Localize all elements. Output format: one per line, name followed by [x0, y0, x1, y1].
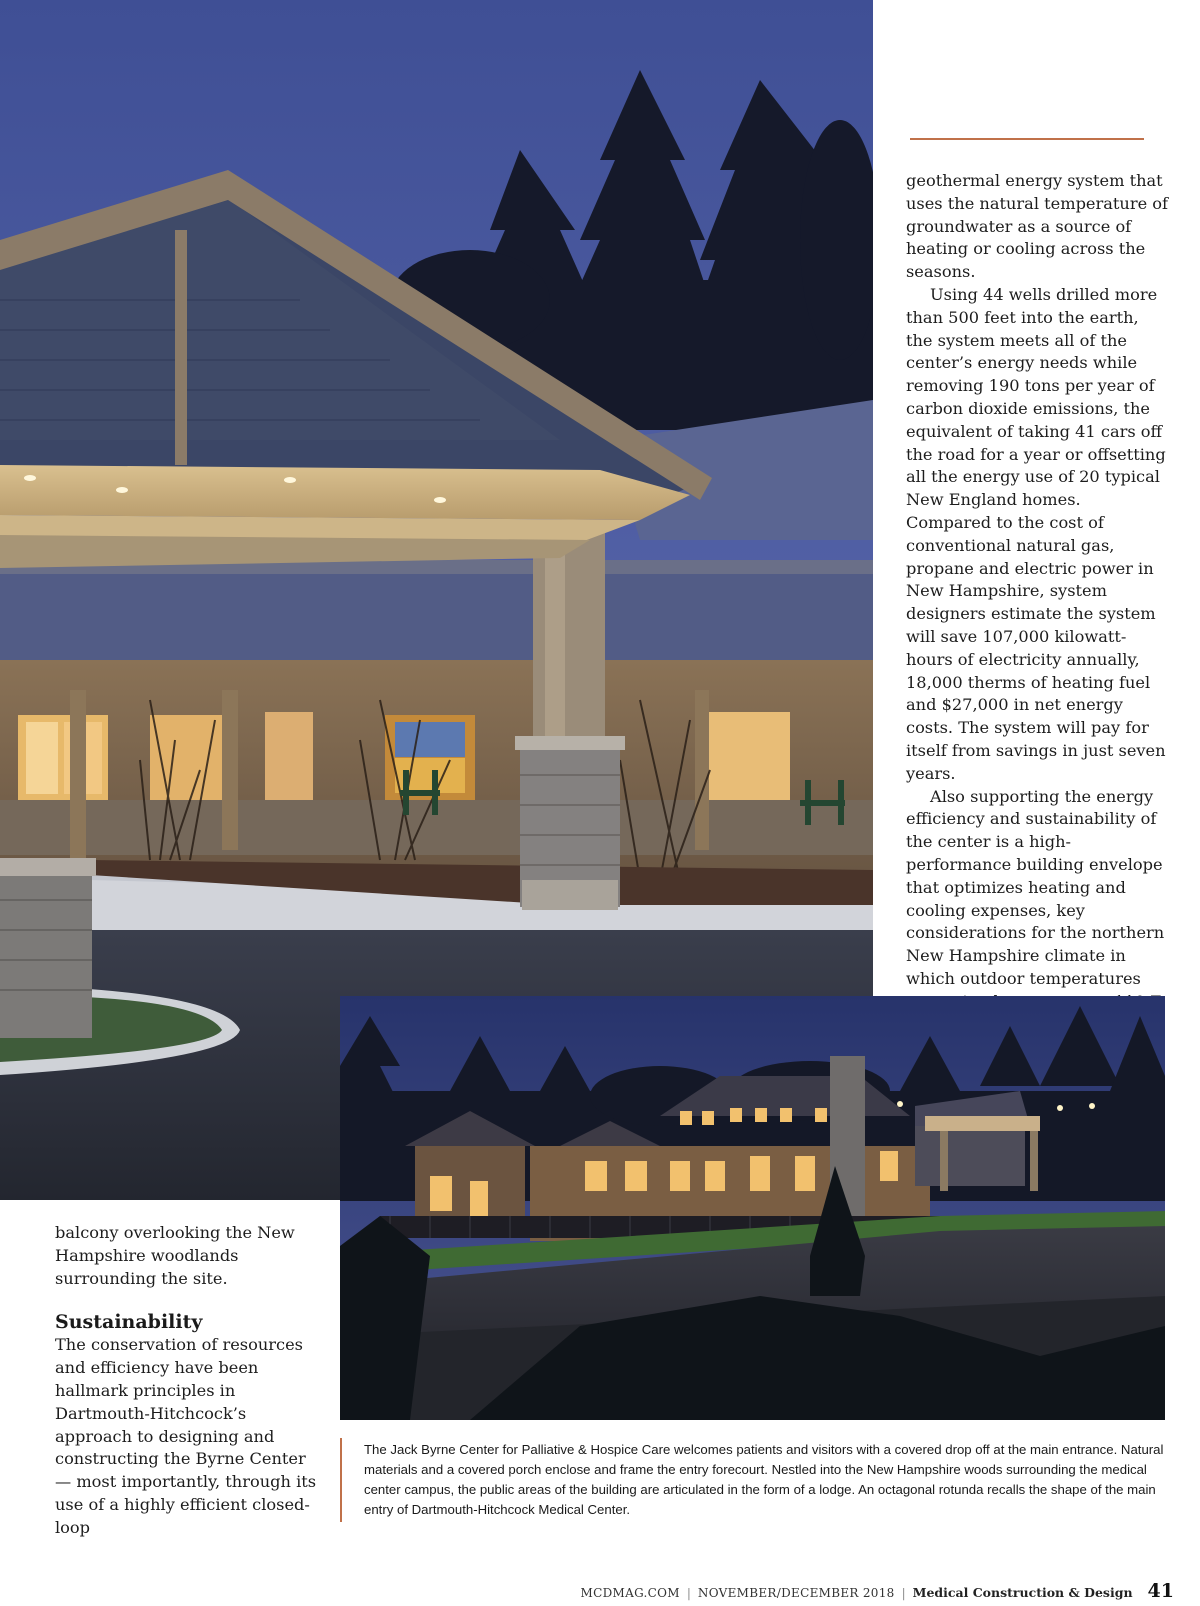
photo-caption: The Jack Byrne Center for Palliative & Hospice Care welcomes patients and visitors with a covered drop off at the main entrance. Natural materials and a covered porch enclose and frame the entry forecourt. Nestled into the New Hampshire woods surrounding the medical center campus, the public areas of the building are articulated in the form of a lodge. An octagonal rotunda recalls the shape of the main entry of Dartmouth-Hitchcock Medical Center. — [364, 1442, 1164, 1517]
page-number: 41 — [1147, 1580, 1174, 1602]
paragraph: geothermal energy system that uses the natural temperature of groundwater as a source of heating or cooling across the seasons. — [906, 171, 1169, 282]
section-heading: Sustainability — [55, 1311, 203, 1334]
paragraph: balcony overlooking the New Hampshire woodlands surrounding the site. — [55, 1223, 295, 1288]
article-column-right — [906, 170, 1170, 1013]
page-footer — [581, 1580, 1174, 1602]
footer-publication: Medical Construction & Design — [912, 1585, 1133, 1600]
footer-separator: | — [901, 1586, 906, 1600]
paragraph: Also supporting the energy efficiency and sustainability of the center is a high-performance building envelope that optimizes heating and cooling expenses, key considerations for the northern New Hampshire climate in which outdoor temperatures — [906, 786, 1165, 988]
footer-separator: | — [686, 1586, 691, 1600]
paragraph: Using 44 wells drilled more than 500 feet into the earth, the system meets all of the center’s energy needs while removing 190 tons per year of carbon dioxide emissions, the equivalent of taking 41 cars off the road for a year or offsetting all the energy use of 20 typical New England homes. Compared to the cost of conventional natural gas, propane and electric power in New Hampshire, system designers estimate the system will save 107,000 kilowatt-hours of electricity annually, 18,000 therms of heating fuel and $27,000 in net energy costs. The system will pay for itself from savings in just seven years. — [906, 284, 1166, 783]
article-column-left — [55, 1222, 317, 1540]
paragraph: The conservation of resources and efficiency have been hallmark principles in Dartmouth-Hitchcock’s approach to designing and constructing the Byrne Center — most importantly, through its use of a highly efficient closed-loop — [55, 1335, 317, 1537]
footer-site: MCDMAG.COM — [580, 1586, 680, 1600]
column-accent-rule — [910, 138, 1144, 140]
footer-issue: NOVEMBER/DECEMBER 2018 — [697, 1586, 895, 1600]
second-photo-lodge-exterior — [340, 996, 1165, 1420]
caption-accent-bar — [340, 1438, 342, 1522]
